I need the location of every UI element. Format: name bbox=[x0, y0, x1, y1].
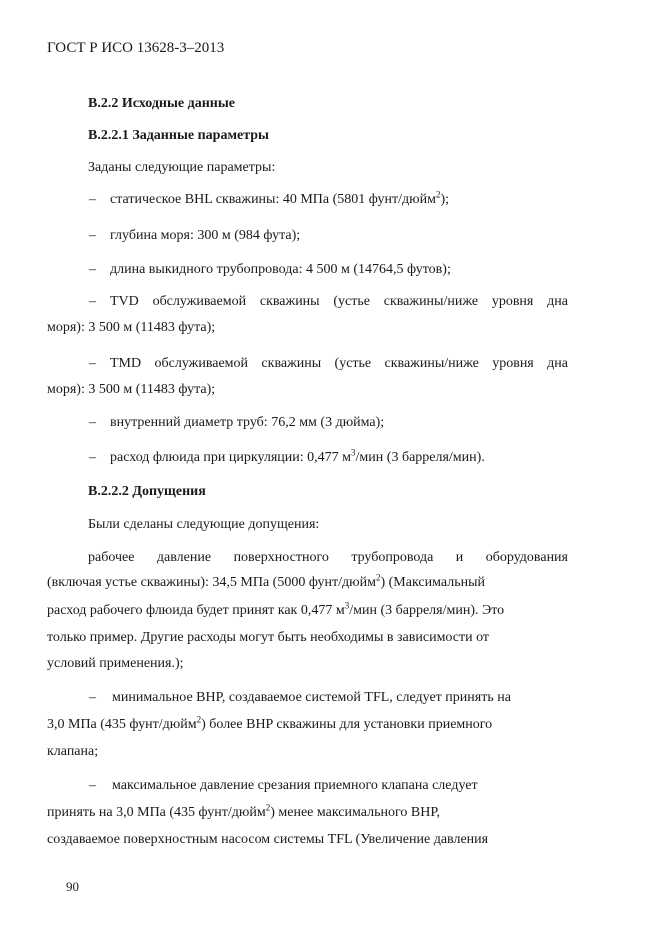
list-item-line: моря): 3 500 м (11483 фута); bbox=[47, 382, 216, 397]
assumptions-intro: Были сделаны следующие допущения: bbox=[88, 517, 320, 532]
superscript: 2 bbox=[435, 189, 441, 200]
paragraph-line bbox=[88, 549, 568, 567]
paragraph-line: только пример. Другие расходы могут быть необходимы в зависимости от bbox=[47, 630, 490, 645]
page-number: 90 bbox=[66, 879, 79, 894]
paragraph-text: ) менее максимального BHP, bbox=[270, 805, 441, 820]
word: (устье bbox=[333, 294, 370, 309]
given-intro: Заданы следующие параметры: bbox=[88, 160, 276, 175]
word: TVD bbox=[110, 294, 139, 309]
paragraph-text: ) (Максимальный bbox=[380, 575, 485, 590]
word: дна bbox=[547, 294, 568, 309]
list-dash: – bbox=[89, 228, 96, 243]
paragraph-line: создаваемое поверхностным насосом системы TFL (Увеличение давления bbox=[47, 832, 489, 847]
paragraph-text: (включая устье скважины): 34,5 МПа (5000 фунт/дюйм bbox=[47, 575, 376, 590]
list-item-line bbox=[110, 355, 568, 373]
paragraph-line: минимальное BHP, создаваемое системой TFL, следует принять на bbox=[112, 690, 511, 705]
word: дна bbox=[547, 356, 568, 371]
superscript: 2 bbox=[196, 714, 202, 725]
list-dash: – bbox=[89, 356, 96, 371]
list-item-line: моря): 3 500 м (11483 фута); bbox=[47, 320, 216, 335]
paragraph-line: клапана; bbox=[47, 744, 99, 759]
word: скважины/ниже bbox=[383, 294, 479, 309]
word: уровня bbox=[492, 356, 534, 371]
list-item bbox=[110, 449, 485, 467]
word: скважины/ниже bbox=[384, 356, 479, 371]
item-text: ); bbox=[440, 192, 449, 207]
section-heading-b221: В.2.2.1 Заданные параметры bbox=[88, 128, 269, 143]
item-text: /мин (3 барреля/мин). bbox=[355, 450, 485, 465]
section-heading-b22: В.2.2 Исходные данные bbox=[88, 96, 235, 111]
paragraph-line bbox=[47, 716, 492, 734]
word: давление bbox=[156, 550, 212, 565]
superscript: 2 bbox=[265, 802, 271, 813]
paragraph-line bbox=[47, 574, 485, 592]
paragraph-text: расход рабочего флюида будет принят как 0,477 м bbox=[47, 603, 345, 618]
list-dash: – bbox=[89, 778, 96, 793]
list-item-line bbox=[110, 293, 568, 311]
word: рабочее bbox=[88, 550, 135, 565]
word: и bbox=[455, 550, 464, 565]
list-item: внутренний диаметр труб: 76,2 мм (3 дюйма); bbox=[110, 415, 385, 430]
item-text: статическое BHL скважины: 40 МПа (5801 фунт/дюйм bbox=[110, 192, 436, 207]
section-heading-b222: В.2.2.2 Допущения bbox=[88, 484, 206, 499]
superscript: 3 bbox=[351, 447, 356, 458]
list-dash: – bbox=[89, 415, 96, 430]
paragraph-text: ) более BHP скважины для установки приемного bbox=[201, 717, 493, 732]
list-dash: – bbox=[89, 294, 96, 309]
list-item: глубина моря: 300 м (984 фута); bbox=[110, 228, 301, 243]
word: поверхностного bbox=[233, 550, 329, 565]
list-dash: – bbox=[89, 192, 96, 207]
paragraph-text: принять на 3,0 МПа (435 фунт/дюйм bbox=[47, 805, 266, 820]
word: трубопровода bbox=[351, 550, 434, 565]
word: (устье bbox=[334, 356, 372, 371]
list-dash: – bbox=[89, 262, 96, 277]
list-dash: – bbox=[89, 690, 96, 705]
list-dash: – bbox=[89, 450, 96, 465]
word: обслуживаемой bbox=[154, 356, 249, 371]
paragraph-line: максимальное давление срезания приемного клапана следует bbox=[112, 778, 478, 793]
paragraph-text: /мин (3 барреля/мин). Это bbox=[349, 603, 505, 618]
superscript: 2 bbox=[375, 572, 381, 583]
word: скважины bbox=[259, 294, 320, 309]
paragraph-line: условий применения.); bbox=[47, 656, 184, 671]
list-item: длина выкидного трубопровода: 4 500 м (14764,5 футов); bbox=[110, 262, 451, 277]
document-header: ГОСТ Р ИСО 13628-3–2013 bbox=[47, 40, 225, 56]
superscript: 3 bbox=[344, 600, 350, 611]
word: скважины bbox=[261, 356, 322, 371]
word: TMD bbox=[110, 356, 142, 371]
paragraph-line bbox=[47, 602, 504, 620]
word: оборудования bbox=[485, 550, 568, 565]
item-text: расход флюида при циркуляции: 0,477 м bbox=[110, 450, 352, 465]
word: обслуживаемой bbox=[152, 294, 247, 309]
word: уровня bbox=[491, 294, 534, 309]
paragraph-line bbox=[47, 804, 440, 822]
paragraph-text: 3,0 МПа (435 фунт/дюйм bbox=[47, 717, 197, 732]
list-item bbox=[110, 191, 449, 209]
